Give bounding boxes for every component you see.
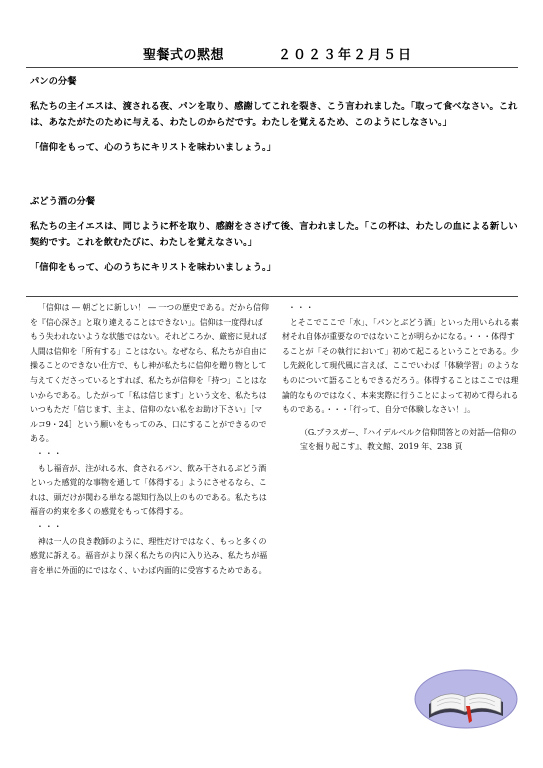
- source-citation: （G.プラスガー、『ハイデルベルク信仰問答との対話―信仰の宝を掘り起こす』、教文館、2019 年、238 頁: [300, 427, 517, 452]
- bread-words: 私たちの主イエスは、渡される夜、パンを取り、感謝してこれを裂き、こう言われました。「取って食べなさい。これは、あなたがたのために与える、わたしのからだです。わたしを覚えるため、このようにしなさい。」: [30, 101, 518, 128]
- ellipsis-separator: ・・・: [36, 448, 63, 458]
- wine-heading: ぶどう酒の分餐: [30, 196, 96, 207]
- bread-section: [30, 74, 520, 156]
- ellipsis-separator: ・・・: [288, 303, 315, 312]
- section-divider: [26, 296, 518, 297]
- meditation-paragraph: 「信仰は ― 朝ごとに新しい！ ― 一つの歴史である。だから信仰を『信心深さ』と取り違えることはできない」。信仰は一度得ればもう失われないような状態ではない。それどころか、厳密に見れば人間は信仰を「所有する」ことはない。なぜなら、私たちが自由に操ることのできない仕方で、もし神が私たちに信仰を贈り物として与えてくださっているとすれば、私たちが信仰を「持つ」ことはないからである。したがって「私は信じます」という文を、私たちはいつもただ「信じます、主よ、信仰のない私をお助け下さい」［マルコ9・24］という願いをもってのみ、口にすることができるのである。: [30, 303, 269, 444]
- wine-response: 「信仰をもって、心のうちにキリストを味わいましょう。」: [30, 262, 276, 273]
- meditation-paragraph: 神は一人の良き教師のように、理性だけではなく、もっと多くの感覚に訴える。福音がより深く私たちの内に入り込み、私たちが福音を単に外面的にではなく、いわば内面的に受容するためである。: [30, 536, 268, 575]
- service-date: ２０２３年２月５日: [278, 48, 414, 63]
- wine-section: [30, 194, 520, 276]
- bread-response: 「信仰をもって、心のうちにキリストを味わいましょう。」: [30, 142, 276, 153]
- ellipsis-separator: ・・・: [36, 521, 63, 531]
- open-bible-icon: [413, 668, 519, 730]
- page-title: 聖餐式の黙想: [143, 48, 225, 63]
- page-header: [0, 44, 543, 64]
- wine-words: 私たちの主イエスは、同じように杯を取り、感謝をささげて後、言われました。「この杯は、わたしの血による新しい契約です。これを飲むたびに、わたしを覚えなさい。」: [30, 221, 518, 248]
- meditation-paragraph: とそこでここで「水」、「パンとぶどう酒」といった用いられる素材それ自体が重要なのではないことが明らかになる。・・・体得することが「その執行において」初めて起こるということである。少し先鋭化して現代風に言えば、ここでいわば「体験学習」のようなものについて語ることもできるだろう。体得することはここでは理論的なものではなく、本来実際に行うことによって初めて得られるものである。・・・「行って、自分で体験しなさい！」。: [282, 317, 519, 415]
- header-divider: [26, 67, 518, 68]
- meditation-paragraph: もし福音が、注がれる水、食されるパン、飲み干されるぶどう酒といった感覚的な事物を通して「体得する」ようにさせるなら、これは、頭だけが関わる単なる認知行為以上のものである。私たちは福音の約束を多くの感覚をもって体得する。: [30, 463, 267, 517]
- meditation-right-column: [282, 301, 522, 455]
- meditation-left-column: [30, 301, 270, 578]
- bread-heading: パンの分餐: [30, 76, 77, 87]
